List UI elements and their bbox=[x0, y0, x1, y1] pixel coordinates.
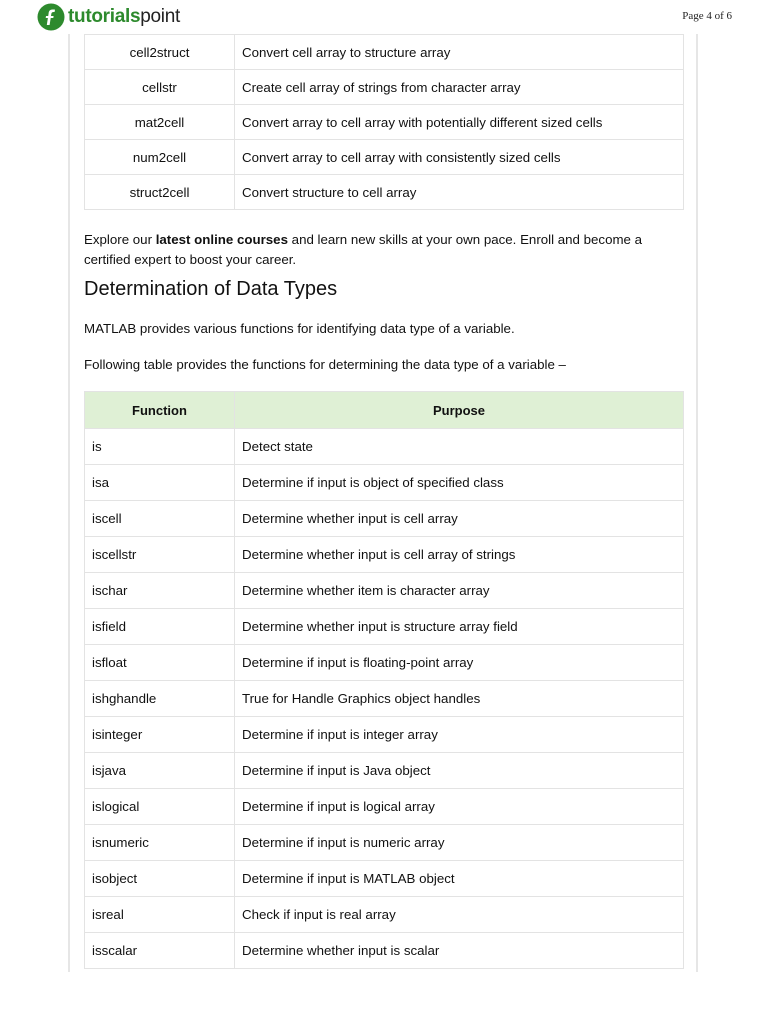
function-name-cell: islogical bbox=[85, 789, 235, 825]
table-row bbox=[85, 789, 684, 825]
table-row bbox=[85, 681, 684, 717]
logo-wordmark: tutorialspoint bbox=[68, 6, 180, 27]
tutorialspoint-logo-icon bbox=[37, 3, 65, 31]
function-purpose-cell: True for Handle Graphics object handles bbox=[235, 681, 684, 717]
function-purpose-cell: Determine whether input is cell array bbox=[235, 501, 684, 537]
function-description-cell: Create cell array of strings from character array bbox=[235, 70, 684, 105]
conversion-functions-table bbox=[84, 34, 684, 210]
table-row bbox=[85, 105, 684, 140]
table-row bbox=[85, 537, 684, 573]
intro-paragraph: MATLAB provides various functions for identifying data type of a variable. bbox=[84, 321, 515, 336]
section-heading: Determination of Data Types bbox=[84, 278, 338, 300]
function-name-cell: isjava bbox=[85, 753, 235, 789]
table-row bbox=[85, 753, 684, 789]
table-row bbox=[85, 645, 684, 681]
function-name-cell: ishghandle bbox=[85, 681, 235, 717]
function-name-cell: isfloat bbox=[85, 645, 235, 681]
function-purpose-cell: Determine whether input is scalar bbox=[235, 933, 684, 969]
function-name-cell: iscellstr bbox=[85, 537, 235, 573]
table-row bbox=[85, 933, 684, 969]
function-description-cell: Convert structure to cell array bbox=[235, 175, 684, 210]
table-row bbox=[85, 573, 684, 609]
function-name-cell: isnumeric bbox=[85, 825, 235, 861]
function-name-cell: is bbox=[85, 429, 235, 465]
table-row bbox=[85, 70, 684, 105]
function-purpose-cell: Detect state bbox=[235, 429, 684, 465]
table-row bbox=[85, 175, 684, 210]
table-row bbox=[85, 897, 684, 933]
function-name-cell: mat2cell bbox=[85, 105, 235, 140]
function-purpose-cell: Determine if input is Java object bbox=[235, 753, 684, 789]
function-name-cell: ischar bbox=[85, 573, 235, 609]
table-row bbox=[85, 609, 684, 645]
lead-paragraph: Following table provides the functions for determining the data type of a variable – bbox=[84, 357, 566, 372]
table-row bbox=[85, 140, 684, 175]
function-purpose-cell: Determine if input is MATLAB object bbox=[235, 861, 684, 897]
function-description-cell: Convert cell array to structure array bbox=[235, 35, 684, 70]
function-name-cell: struct2cell bbox=[85, 175, 235, 210]
function-purpose-cell: Determine whether input is cell array of strings bbox=[235, 537, 684, 573]
page-number: Page 4 of 6 bbox=[682, 10, 732, 22]
table-header-row bbox=[85, 392, 684, 429]
function-name-cell: isinteger bbox=[85, 717, 235, 753]
function-description-cell: Convert array to cell array with consistently sized cells bbox=[235, 140, 684, 175]
function-purpose-cell: Determine if input is numeric array bbox=[235, 825, 684, 861]
function-purpose-cell: Determine if input is floating-point array bbox=[235, 645, 684, 681]
table-row bbox=[85, 465, 684, 501]
table-row bbox=[85, 825, 684, 861]
data-type-functions-table bbox=[84, 391, 684, 969]
function-purpose-cell: Determine whether input is structure array field bbox=[235, 609, 684, 645]
function-purpose-cell: Determine whether item is character array bbox=[235, 573, 684, 609]
function-purpose-cell: Determine if input is object of specified class bbox=[235, 465, 684, 501]
page-header bbox=[0, 0, 768, 34]
table-row bbox=[85, 501, 684, 537]
table-row bbox=[85, 429, 684, 465]
function-purpose-cell: Determine if input is logical array bbox=[235, 789, 684, 825]
function-name-cell: cell2struct bbox=[85, 35, 235, 70]
table-row bbox=[85, 717, 684, 753]
promo-paragraph: Explore our latest online courses and learn new skills at your own pace. Enroll and become a certified expert to boost your career. bbox=[84, 232, 643, 267]
function-name-cell: isreal bbox=[85, 897, 235, 933]
function-name-cell: cellstr bbox=[85, 70, 235, 105]
function-name-cell: iscell bbox=[85, 501, 235, 537]
function-name-cell: num2cell bbox=[85, 140, 235, 175]
table-row bbox=[85, 861, 684, 897]
function-name-cell: isobject bbox=[85, 861, 235, 897]
header-purpose: Purpose bbox=[235, 392, 684, 429]
function-purpose-cell: Determine if input is integer array bbox=[235, 717, 684, 753]
function-name-cell: isa bbox=[85, 465, 235, 501]
header-function: Function bbox=[85, 392, 235, 429]
function-purpose-cell: Check if input is real array bbox=[235, 897, 684, 933]
function-description-cell: Convert array to cell array with potentially different sized cells bbox=[235, 105, 684, 140]
function-name-cell: isscalar bbox=[85, 933, 235, 969]
function-name-cell: isfield bbox=[85, 609, 235, 645]
courses-link[interactable]: latest online courses bbox=[155, 232, 288, 247]
table-row bbox=[85, 35, 684, 70]
site-logo[interactable] bbox=[37, 2, 180, 32]
